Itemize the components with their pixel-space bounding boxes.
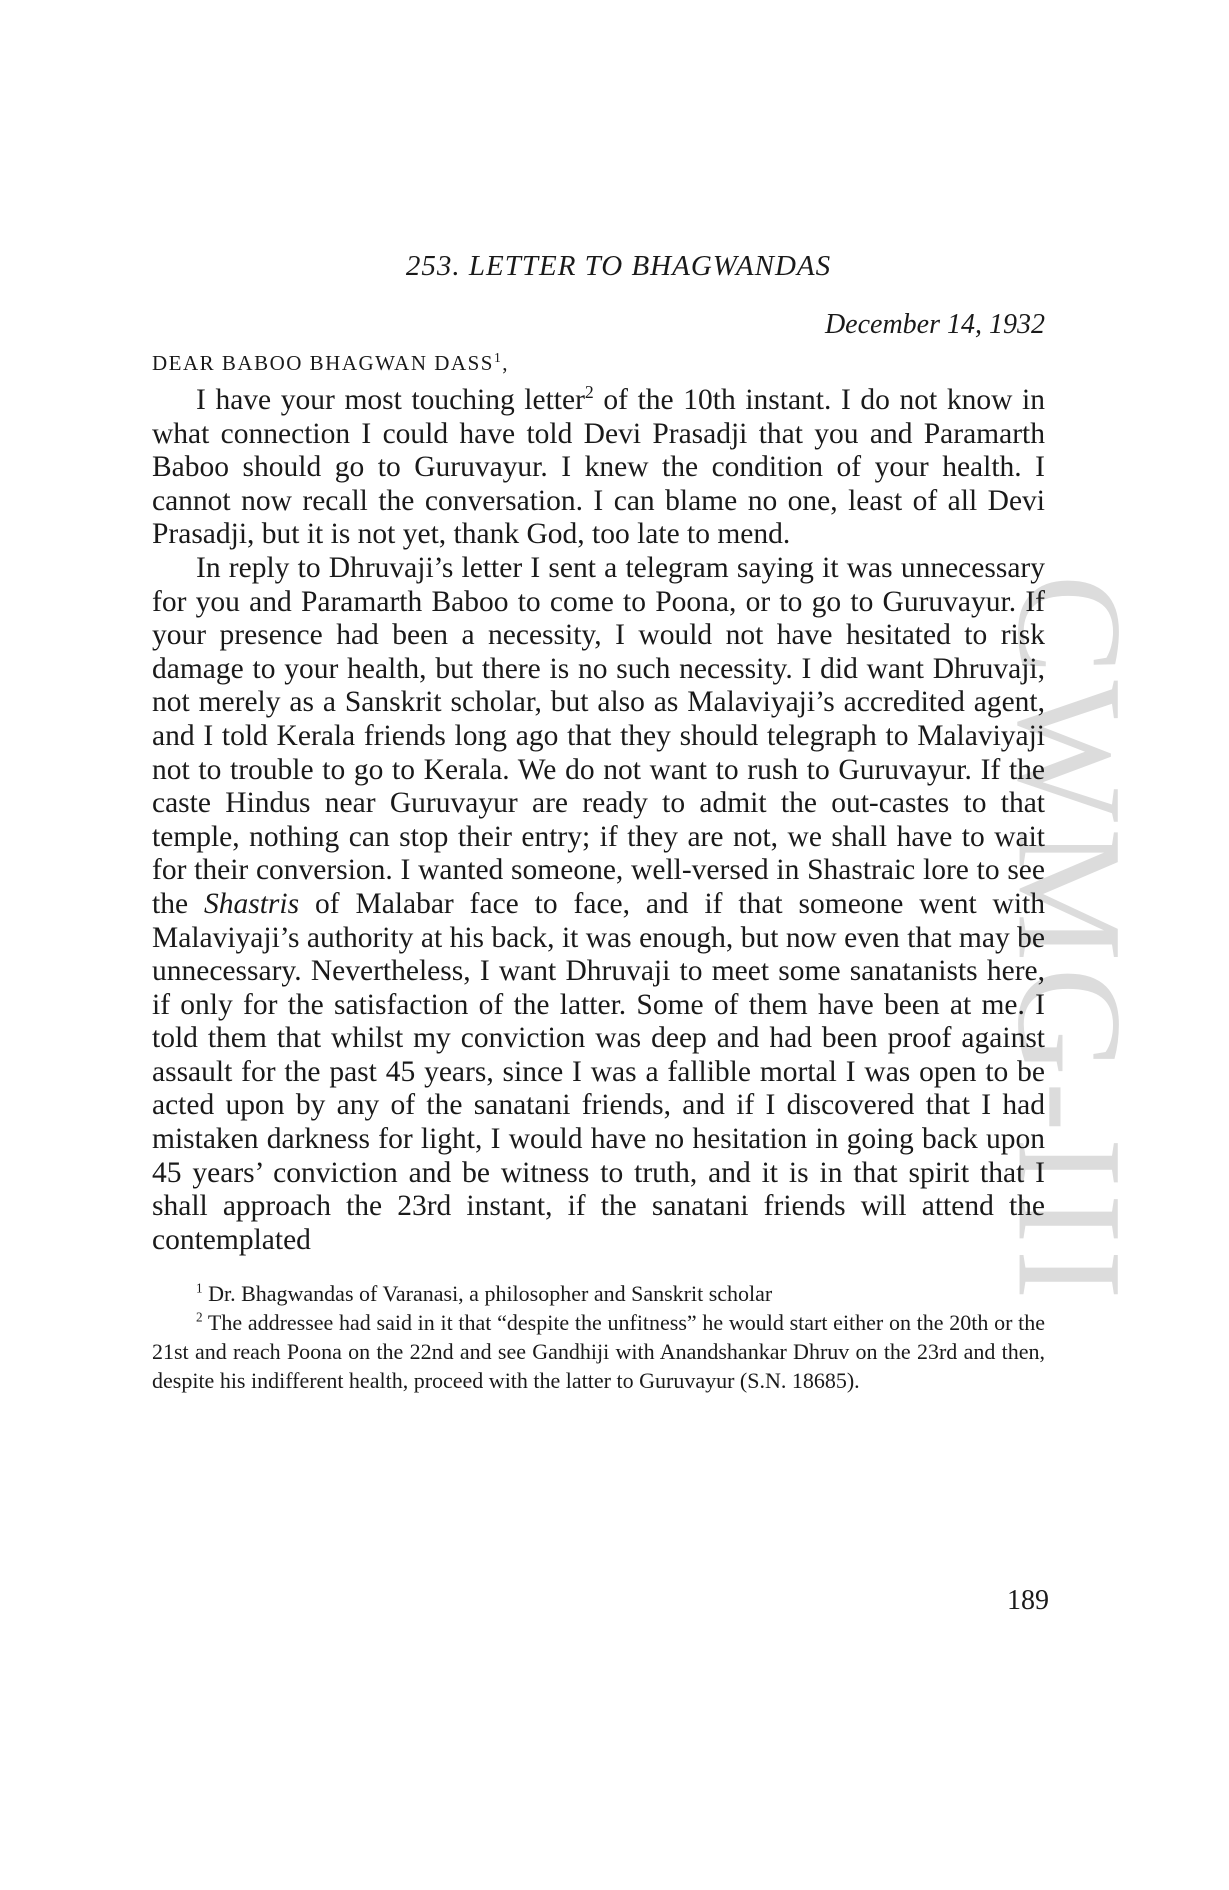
letter-content (152, 250, 1045, 1395)
footnote-2-mark: 2 (196, 1310, 203, 1326)
paragraph-1 (152, 384, 1045, 552)
salutation (152, 351, 1045, 376)
footnote-ref-2: 2 (584, 382, 594, 403)
salutation-text: DEAR BABOO BHAGWAN DASS (152, 351, 494, 375)
paragraph-2-text-a: In reply to Dhruvaji’s letter I sent a telegram saying it was unnecessary for you and Paramarth Baboo to come to Poona, or to go to Guruvayur. If your presence had been a necessity, I would not have hesitated to risk damage to your health, but there is no such necessity. I did want Dhruvaji, not merely as a Sanskrit scholar, but also as Malaviyaji’s accredited agent, and I told Kerala friends long ago that they should telegraph to Malaviyaji not to trouble to go to Kerala. We do not want to rush to Guruvayur. If the caste Hindus near Guruvayur are ready to admit the out-castes to that temple, nothing can stop their entry; if they are not, we shall have to wait for their conversion. I wanted someone, well-versed in Shastraic lore to see the (152, 551, 1045, 920)
footnotes (152, 1279, 1045, 1395)
letter-body (152, 384, 1045, 1257)
footnote-1 (152, 1279, 1045, 1308)
footnote-2 (152, 1308, 1045, 1395)
paragraph-2-italic: Shastris (203, 887, 300, 920)
paragraph-1-text-b: of the 10th instant. I do not know in what connection I could have told Devi Prasadji that you and Paramarth Baboo should go to Guruvayur. I knew the condition of your health. I cannot now recall the conversation. I can blame no one, least of all Devi Prasadji, but it is not yet, thank God, too late to mend. (152, 384, 1045, 551)
paragraph-2-text-b: of Malabar face to face, and if that someone went with Malaviyaji’s authority at his back, it was enough, but now even that may be unnecessary. Nevertheless, I want Dhruvaji to meet some sanatanists here, if only for the satisfaction of the latter. Some of them have been at me. I told them that whilst my conviction was deep and had been proof against assault for the past 45 years, since I was a fallible mortal I was open to be acted upon by any of the sanatani friends, and if I discovered that I had mistaken darkness for light, I would have no hesitation in going back upon 45 years’ conviction and be witness to truth, and it is in that spirit that I shall approach the 23rd instant, if the sanatani friends will attend the contemplated (152, 887, 1046, 1256)
page-number: 189 (1007, 1585, 1049, 1616)
paragraph-1-text-a: I have your most touching letter (196, 384, 585, 416)
footnote-1-mark: 1 (196, 1281, 203, 1297)
letter-date: December 14, 1932 (824, 309, 1045, 340)
footnote-ref-1: 1 (493, 350, 503, 365)
salutation-comma: , (502, 351, 510, 375)
letter-title: 253. LETTER TO BHAGWANDAS (405, 250, 832, 282)
watermark-text: CWMG-III (987, 574, 1154, 1306)
footnote-1-text: Dr. Bhagwandas of Varanasi, a philosopher and Sanskrit scholar (202, 1281, 773, 1307)
paragraph-2 (152, 552, 1045, 1257)
footnote-2-text: The addressee had said in it that “despite the unfitness” he would start either on the 20th or the 21st and reach Poona on the 22nd and see Gandhiji with Anandshankar Dhruv on the 23rd and then, despite his indifferent health, proceed with the latter to Guruvayur (S.N. 18685). (152, 1310, 1045, 1394)
